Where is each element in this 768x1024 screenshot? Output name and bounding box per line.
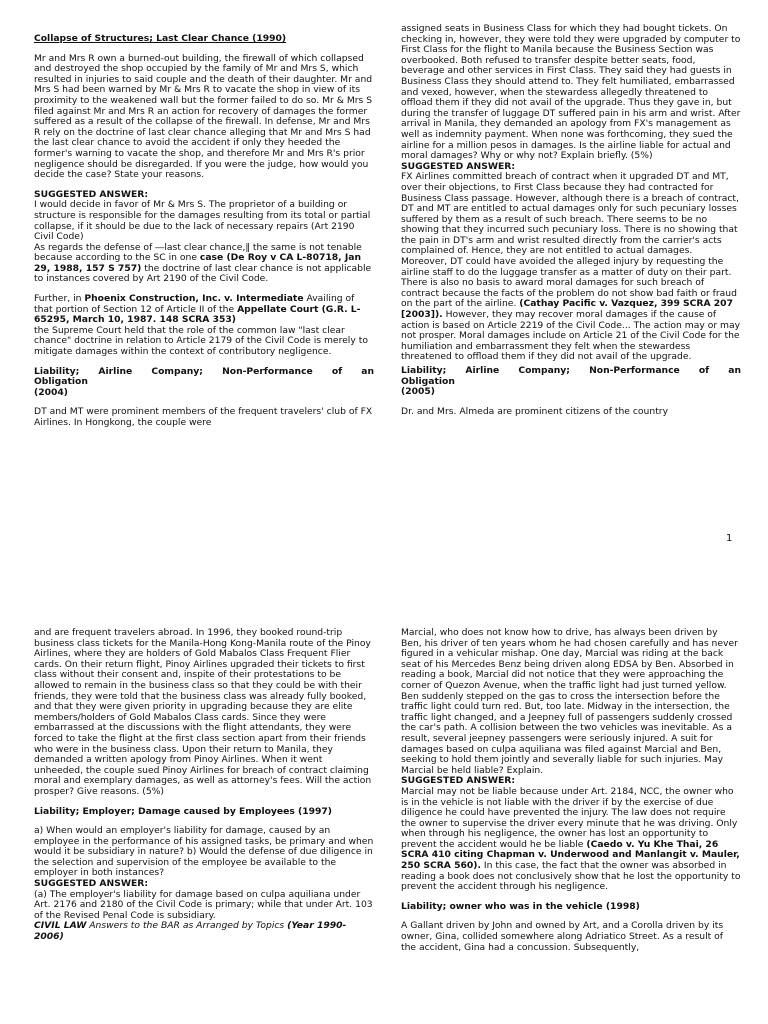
question-owner-1998: A Gallant driven by John and owned by Art, and a Corolla driven by its owner, Gina, collided somewhere along Adriatico Street. As a result of the accident, Gina had a concussion. Subsequently, <box>401 920 724 953</box>
further-paragraph: Further, in Phoenix Construction, Inc. v. Intermediate Availing of that portion of Section 12 of Article II of the Appellate Court (G.R. L-65295, March 10, 1987. 148 SCRA 353) <box>34 293 361 326</box>
section-heading-line2: Obligation <box>401 375 455 387</box>
question-marcial: Marcial, who does not know how to drive, has always been driven by Ben, his driver of ten years whom he had chosen carefully and has never figured in a vehicular mishap. One day, Marcial was riding at the back seat of his Mercedes Benz being driven along EDSA by Ben. Absorbed in reading a book, Marcial did not notice that they were approaching the corner of Quezon Avenue, when the traffic light had just turned yellow. Ben suddenly stepped on the gas to cross the intersection before the traffic light could turn red. But, too late. Midway in the intersection, the traffic light changed, and a Jeepney full of passengers suddenly crossed the car's path. A collision between the two vehicles was inevitable. As a result, several jeepney passengers were seriously injured. A suit for damages based on culpa aquiliana was filed against Marcial and Ben, seeking to hold them jointly and severally liable for such injuries. May Marcial be held liable? Explain. <box>401 627 738 776</box>
page2-right-column <box>401 628 741 953</box>
suggested-answer-label: SUGGESTED ANSWER: <box>34 188 148 200</box>
answer-airline-2004: FX Airlines committed breach of contract when it upgraded DT and MT, over their objections, to First Class because they had contracted for Business Class passage. However, although there is a breach of contract, DT and MT are entitled to actual damages only for such pecuniary losses suffered by them as a result of such breach. There seems to be no showing that they incurred such pecuniary loss. There is no showing that the pain in DT's arm and wrist resulted directly from the carrier's acts complained of. Hence, they are not entitled to actual damages. Moreover, DT could have avoided the alleged injury by requesting the airline staff to do the luggage transfer as a matter of duty on their part. There is also no basis to award moral damages for such breach of contract because the facts of the problem do not show bad faith or fraud on the part of the airline. (Cathay Pacific v. Vazquez, 399 SCRA 207 [2003]). However, they may recover moral damages if the cause of action is based on Article 2219 of the Civil Code... The action may or may not prosper. Moral damages include on Article 21 of the Civil Code for the humiliation and embarrassment they felt when the stewardess threatened to offload them if they did not avail of the upgrade. <box>401 171 741 363</box>
answer-employer-1997: (a) The employer's liability for damage based on culpa aquiliana under Art. 2176 and 2180 of the Civil Code is primary; while that under Art. 103 of the Revised Penal Code is subsidiary. <box>34 888 373 921</box>
question-airline-2004-start: DT and MT were prominent members of the frequent travelers' club of FX Airlines. In Hongkong, the couple were <box>34 406 373 428</box>
page2-left-column <box>34 628 374 943</box>
question-airline-2004-cont: assigned seats in Business Class for which they had bought tickets. On checking in, however, they were told they were upgraded by computer to First Class for the flight to Manila because the Business Section was overbooked. Both refused to transfer despite better seats, food, beverage and other services in First Class. They said they had guests in Business Class they should attend to. They felt humiliated, embarrassed and vexed, however, when the stewardess allegedly threatened to offload them if they did not avail of the upgrade. Thus they gave in, but during the transfer of luggage DT suffered pain in his arm and wrist. After arrival in Manila, they demanded an apology from FX's management as well as indemnity payment. When none was forthcoming, they sued the airline for a million pesos in damages. Is the airline liable for actual and moral damages? Why or why not? Explain briefly. (5%) <box>401 23 741 162</box>
suggested-answer-label: SUGGESTED ANSWER: <box>34 878 148 890</box>
section-heading-owner-1998: Liability; owner who was in the vehicle (1998) <box>401 900 640 912</box>
section-heading-employer-1997: Liability; Employer; Damage caused by Employees (1997) <box>34 805 332 817</box>
question-collapse: Mr and Mrs R own a burned-out building, the firewall of which collapsed and destroyed the shop occupied by the family of Mr and Mrs S, which resulted in injuries to said couple and the death of their daughter. Mr and Mrs S had been warned by Mr & Mrs R to vacate the shop in view of its proximity to the weakened wall but the former failed to do so. Mr & Mrs S filed against Mr and Mrs R an action for recovery of damages the former suffered as a result of the collapse of the firewall. In defense, Mr and Mrs R rely on the doctrine of last clear chance alleging that Mr and Mrs S had the last clear chance to avoid the accident if only they heeded the former's warning to vacate the shop, and therefore Mr and Mrs R's prior negligence should be disregarded. If you were the judge, how would you decide the case? State your reasons. <box>34 52 373 181</box>
suggested-answer-label: SUGGESTED ANSWER: <box>401 775 515 787</box>
further-paragraph-cont: the Supreme Court held that the role of the common law "last clear chance" doctrine in relation to Article 2179 of the Civil Code is merely to mitigate damages within the context of contributory negligence. <box>34 324 368 358</box>
section-title-collapse: Collapse of Structures; Last Clear Chance (1990) <box>34 33 287 44</box>
section-heading-line2: Obligation <box>34 376 88 388</box>
section-heading-airline-2005: Liability; Airline Company; Non-Performance of an <box>401 365 741 376</box>
page1-right-column <box>401 24 741 417</box>
suggested-answer-label: SUGGESTED ANSWER: <box>401 160 515 172</box>
answer-paragraph: I would decide in favor of Mr & Mrs S. The proprietor of a building or structure is responsible for the damages resulting from its total or partial collapse, if it should be due to the lack of necessary repairs (Art 2190 Civil Code) <box>34 199 371 243</box>
question-airline-2005-cont: and are frequent travelers abroad. In 1996, they booked round-trip business class tickets for the Manila-Hong Kong-Manila route of the Pinoy Airlines, where they are holders of Gold Mabalos Class Frequent Flier cards. On their return flight, Pinoy Airlines upgraded their tickets to first class without their consent and, inspite of their protestations to be allowed to remain in the business class so that they could be with their friends, they were told that the business class was already fully booked, and that they were given priority in upgrading because they are elite members/holders of Gold Mabalos Class cards. Since they were embarrassed at the discussions with the flight attendants, they were forced to take the flight at the first class section apart from their friends who were in the business class. Upon their return to Manila, they demanded a written apology from Pinoy Airlines. When it went unheeded, the couple sued Pinoy Airlines for breach of contract claiming moral and exemplary damages, as well as attorney's fees. Will the action prosper? Give reasons. (5%) <box>34 627 372 797</box>
answer-marcial: Marcial may not be liable because under Art. 2184, NCC, the owner who is in the vehicle is not liable with the driver if by the exercise of due diligence he could have prevented the injury. The law does not require the owner to supervise the driver every minute that he was driving. Only when through his negligence, the owner has lost an opportunity to prevent the accident would he be liable (Caedo v. Yu Khe Thai, 26 SCRA 410 citing Chapman v. Underwood and Manlangit v. Mauler, 250 SCRA 560). In this case, the fact that the owner was absorbed in reading a book does not conclusively show that he lost the opportunity to prevent the accident through his negligence. <box>401 785 741 893</box>
question-employer-1997: a) When would an employer's liability for damage, caused by an employee in the performance of his assigned tasks, be primary and when would it be subsidiary in nature? b) Would the defense of due diligence in the selection and supervision of the employee be available to the employer in both instances? <box>34 825 374 879</box>
answer-paragraph: As regards the defense of ―last clear chance,‖ the same is not tenable because according to the SC in one case (De Roy v CA L-80718, Jan 29, 1988, 157 S 757) the doctrine of last clear chance is not applicable to instances covered by Art 2190 of the Civil Code. <box>34 241 372 285</box>
question-airline-2005-start: Dr. and Mrs. Almeda are prominent citizens of the country <box>401 405 669 417</box>
page1-left-column <box>34 34 374 429</box>
section-heading-airline-2004: Liability; Airline Company; Non-Performance of an <box>34 365 374 377</box>
section-heading-year: (2005) <box>401 386 435 398</box>
page-number: 1 <box>726 533 733 544</box>
page-2 <box>0 600 768 1024</box>
page-footer: CIVIL LAW Answers to the BAR as Arranged by Topics (Year 1990-2006) <box>34 920 347 943</box>
section-heading-year: (2004) <box>34 386 68 398</box>
